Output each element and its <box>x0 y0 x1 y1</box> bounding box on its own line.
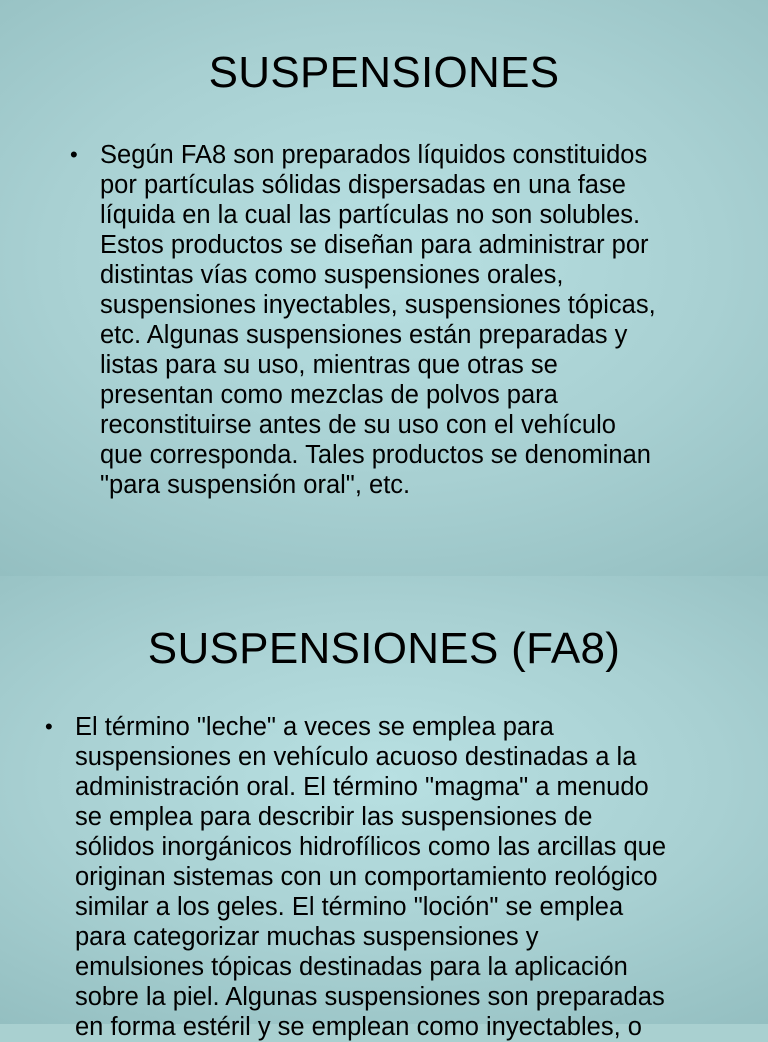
text-line: presentan como mezclas de polvos para <box>100 381 558 409</box>
text-line: por partículas sólidas dispersadas en una fase <box>100 171 626 199</box>
text-line: administración oral. El término "magma" a menudo <box>75 773 649 801</box>
bullet-marker: • <box>45 714 53 739</box>
text-line: suspensiones inyectables, suspensiones tópicas, <box>100 291 656 319</box>
text-line: para categorizar muchas suspensiones y <box>75 923 539 951</box>
text-line: reconstituirse antes de su uso con el vehículo <box>100 411 616 439</box>
slide-2-title: SUSPENSIONES (FA8) <box>147 624 621 673</box>
text-line: similar a los geles. El término "loción" se emplea <box>75 893 624 921</box>
text-line: Estos productos se diseñan para administrar por <box>100 231 649 259</box>
text-line: sobre la piel. Algunas suspensiones son preparadas <box>75 983 665 1011</box>
text-line: distintas vías como suspensiones orales, <box>100 261 564 289</box>
text-line: listas para su uso, mientras que otras se <box>100 351 558 379</box>
text-line: suspensiones en vehículo acuoso destinadas a la <box>75 743 637 771</box>
bullet-text <box>100 140 730 500</box>
bullet-text <box>75 712 755 1042</box>
text-line: sólidos inorgánicos hidrofílicos como las arcillas que <box>75 833 667 861</box>
slide-2 <box>0 576 768 1041</box>
text-line: emulsiones tópicas destinadas para la aplicación <box>75 953 628 981</box>
slide-1-title: SUSPENSIONES <box>208 48 560 97</box>
bullet-marker: • <box>70 142 78 167</box>
text-line: El término "leche" a veces se emplea para <box>75 713 554 741</box>
text-line: Según FA8 son preparados líquidos constituidos <box>100 141 648 169</box>
slide-1-bullet-list <box>70 140 730 500</box>
text-line: líquida en la cual las partículas no son solubles. <box>100 201 641 229</box>
text-line: que corresponda. Tales productos se denominan <box>100 441 651 469</box>
text-line: etc. Algunas suspensiones están preparadas y <box>100 321 628 349</box>
text-line: en forma estéril y se emplean como inyectables, o <box>75 1013 642 1041</box>
slide-2-bullet-item <box>45 712 755 1042</box>
slide-1-bullet-item <box>70 140 730 500</box>
text-line: "para suspensión oral", etc. <box>100 471 411 499</box>
slide-2-bullet-list <box>45 712 755 1042</box>
text-line: se emplea para describir las suspensiones de <box>75 803 593 831</box>
text-line: originan sistemas con un comportamiento reológico <box>75 863 658 891</box>
